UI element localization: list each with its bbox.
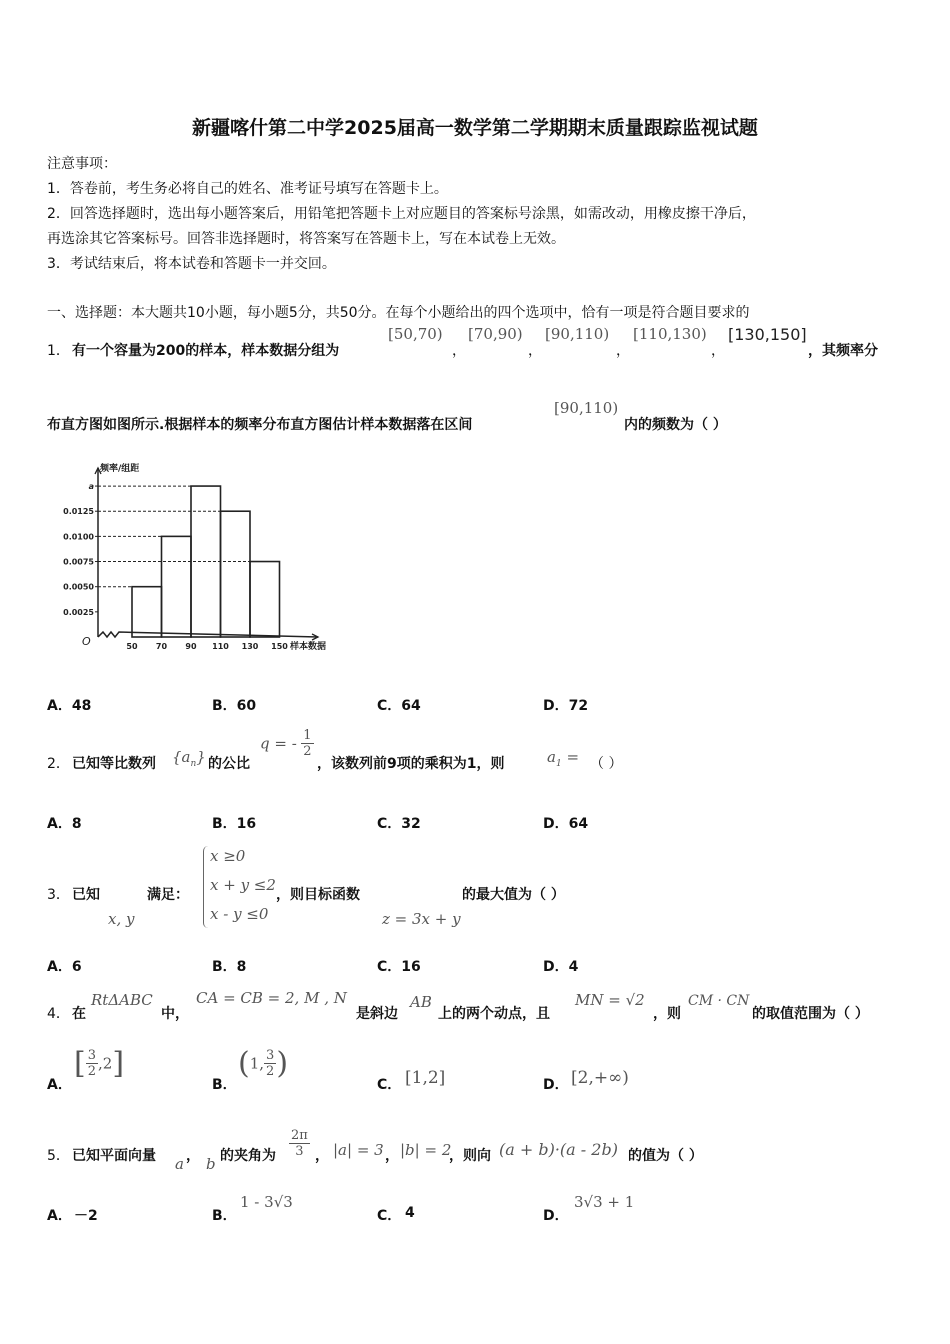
separator: ， [315, 1148, 329, 1164]
section-heading: 一、选择题：本大题共10小题，每小题5分，共50分。在每个小题给出的四个选项中，恰有一项是符合题目要求的 [47, 305, 750, 321]
question-2-text: ，该数列前9项的乘积为1，则 [317, 756, 505, 772]
option-b[interactable]: B．60 [212, 698, 257, 714]
notice-heading: 注意事项： [47, 156, 117, 172]
option-a-value[interactable]: [ $\frac{3}{2}$ ,2] [74, 1046, 125, 1081]
constraint: x ≥0 [210, 847, 246, 865]
a1-term: $a_1$ = [547, 748, 580, 769]
x-tick-label: 150 [271, 642, 288, 651]
option-d[interactable]: D．64 [543, 816, 589, 832]
group-interval: [130,150] [728, 325, 807, 344]
constraint: x - y ≤0 [210, 905, 269, 923]
question-3-number: 3． [47, 887, 70, 903]
option-c-label[interactable]: C． [377, 1077, 402, 1093]
x-axis-label: 样本数据 [290, 642, 327, 652]
group-interval: [50,70) [388, 325, 443, 343]
origin-label: O [82, 635, 91, 648]
y-tick-label: 0.0050 [63, 582, 94, 592]
histogram-bar [221, 511, 251, 637]
histogram-bar [132, 587, 162, 637]
constraint: x + y ≤2 [210, 876, 276, 894]
triangle: RtΔABC [91, 991, 153, 1009]
option-c-value[interactable]: [1,2] [405, 1068, 446, 1088]
option-b[interactable]: B．16 [212, 816, 257, 832]
option-a-label[interactable]: A． [47, 1208, 72, 1224]
group-interval: [90,110) [545, 325, 610, 343]
expression: (a + b)·(a - 2b) [499, 1140, 618, 1159]
option-c-label[interactable]: C． [377, 1208, 402, 1224]
option-a[interactable]: A．6 [47, 959, 82, 975]
option-a-value[interactable]: －2 [74, 1208, 98, 1224]
notice-item: 2．回答选择题时，选出每小题答案后，用铅笔把答题卡上对应题目的答案标号涂黑，如需改动，用橡皮擦干净后， [47, 206, 756, 222]
vector-a: a [175, 1155, 184, 1173]
abs-a: |a| = 3 [333, 1141, 384, 1159]
option-a[interactable]: A．8 [47, 816, 82, 832]
option-d-label[interactable]: D． [543, 1077, 569, 1093]
question-4-text: ，则 [653, 1006, 681, 1022]
y-axis-label: 频率/组距 [100, 464, 140, 474]
question-4-text: 中， [161, 1006, 189, 1022]
angle: $\frac{2\pi}{3}$ [291, 1128, 308, 1159]
x-tick-label: 130 [241, 642, 259, 651]
question-5-number: 5． [47, 1148, 70, 1164]
option-a[interactable]: A．48 [47, 698, 92, 714]
answer-paren: （ ） [590, 756, 623, 772]
vector-b: b [206, 1155, 216, 1173]
x-tick-label: 50 [126, 642, 138, 651]
interval: [90,110) [554, 399, 619, 417]
question-4-text: 在 [72, 1006, 86, 1022]
notice-item: 3．考试结束后，将本试卷和答题卡一并交回。 [47, 256, 336, 272]
separator: ， [385, 1148, 399, 1164]
x-tick-label: 90 [185, 642, 197, 651]
question-5-text: ，则向 [449, 1148, 491, 1164]
question-2-text: 已知等比数列 [72, 756, 156, 772]
question-3-text: 的最大值为（ ） [462, 887, 565, 903]
question-3-text: 满足： [147, 887, 189, 903]
option-c[interactable]: C．64 [377, 698, 421, 714]
x-tick-label: 110 [212, 642, 229, 651]
notice-item: 1．答卷前，考生务必将自己的姓名、准考证号填写在答题卡上。 [47, 181, 448, 197]
option-d-value[interactable]: 3√3 + 1 [574, 1193, 635, 1211]
option-a-label[interactable]: A． [47, 1077, 72, 1093]
question-4-text: 是斜边 [356, 1006, 398, 1022]
ratio-formula: q = - $\frac{1}{2}$ [260, 728, 312, 759]
dot-product: CM · CN [688, 993, 750, 1009]
option-d-label[interactable]: D． [543, 1208, 569, 1224]
question-4-text: 的取值范围为（ ） [752, 1006, 869, 1022]
option-c[interactable]: C．32 [377, 816, 421, 832]
option-b-label[interactable]: B． [212, 1208, 237, 1224]
option-c-value[interactable]: 4 [405, 1205, 415, 1221]
option-d[interactable]: D．72 [543, 698, 589, 714]
histogram-bar [162, 536, 192, 637]
question-5-text: 已知平面向量 [72, 1148, 156, 1164]
objective-function: z = 3x + y [382, 910, 461, 928]
group-interval: [70,90) [468, 325, 523, 343]
y-tick-label: 0.0125 [63, 507, 94, 517]
hypotenuse: AB [410, 993, 432, 1011]
condition: CA = CB = 2, M , N [196, 989, 347, 1007]
question-3-text: 已知 [72, 887, 100, 903]
separator: ， [616, 343, 630, 359]
page-title: 新疆喀什第二中学2025届高一数学第二学期期末质量跟踪监视试题 [192, 117, 758, 139]
histogram-chart [63, 460, 345, 660]
abs-b: |b| = 2 [400, 1141, 452, 1159]
option-d-value[interactable]: [2,+∞) [571, 1068, 629, 1088]
x-tick-label: 70 [155, 642, 168, 651]
histogram-bar [250, 562, 280, 637]
y-tick-label: a [88, 482, 94, 492]
separator: ， [186, 1148, 200, 1164]
option-b-value[interactable]: 1 - 3√3 [240, 1193, 293, 1211]
option-c[interactable]: C．16 [377, 959, 421, 975]
option-b-value[interactable]: (1, $\frac{3}{2}$ ) [238, 1046, 289, 1081]
system-brace [203, 846, 208, 928]
y-tick-label: 0.0025 [63, 607, 94, 617]
question-5-text: 的值为（ ） [628, 1148, 703, 1164]
question-2-number: 2． [47, 756, 70, 772]
question-1-number: 1． [47, 343, 70, 359]
group-interval: [110,130) [633, 325, 707, 343]
question-5-text: 的夹角为 [220, 1148, 276, 1164]
question-1-text: 布直方图如图所示.根据样本的频率分布直方图估计样本数据落在区间 [47, 417, 473, 433]
option-d[interactable]: D．4 [543, 959, 579, 975]
y-tick-label: 0.0075 [63, 557, 94, 567]
question-4-text: 上的两个动点，且 [438, 1006, 550, 1022]
question-4-number: 4． [47, 1006, 70, 1022]
option-b[interactable]: B．8 [212, 959, 247, 975]
notice-item: 再选涂其它答案标号。回答非选择题时，将答案写在答题卡上，写在本试卷上无效。 [47, 231, 565, 247]
sequence: $\{a_n\}$ [172, 748, 206, 769]
question-2-text: 的公比 [208, 756, 250, 772]
question-3-text: ，则目标函数 [276, 887, 360, 903]
variables: x, y [108, 910, 135, 928]
separator: ， [711, 343, 725, 359]
question-1-text: 有一个容量为200的样本，样本数据分组为 [72, 343, 340, 359]
separator: ， [528, 343, 542, 359]
mn-length: MN = √2 [575, 991, 645, 1009]
option-b-label[interactable]: B． [212, 1077, 237, 1093]
question-1-text: ，其频率分 [808, 343, 878, 359]
question-1-text: 内的频数为（ ） [624, 417, 727, 433]
separator: ， [452, 343, 466, 359]
y-tick-label: 0.0100 [63, 532, 94, 542]
